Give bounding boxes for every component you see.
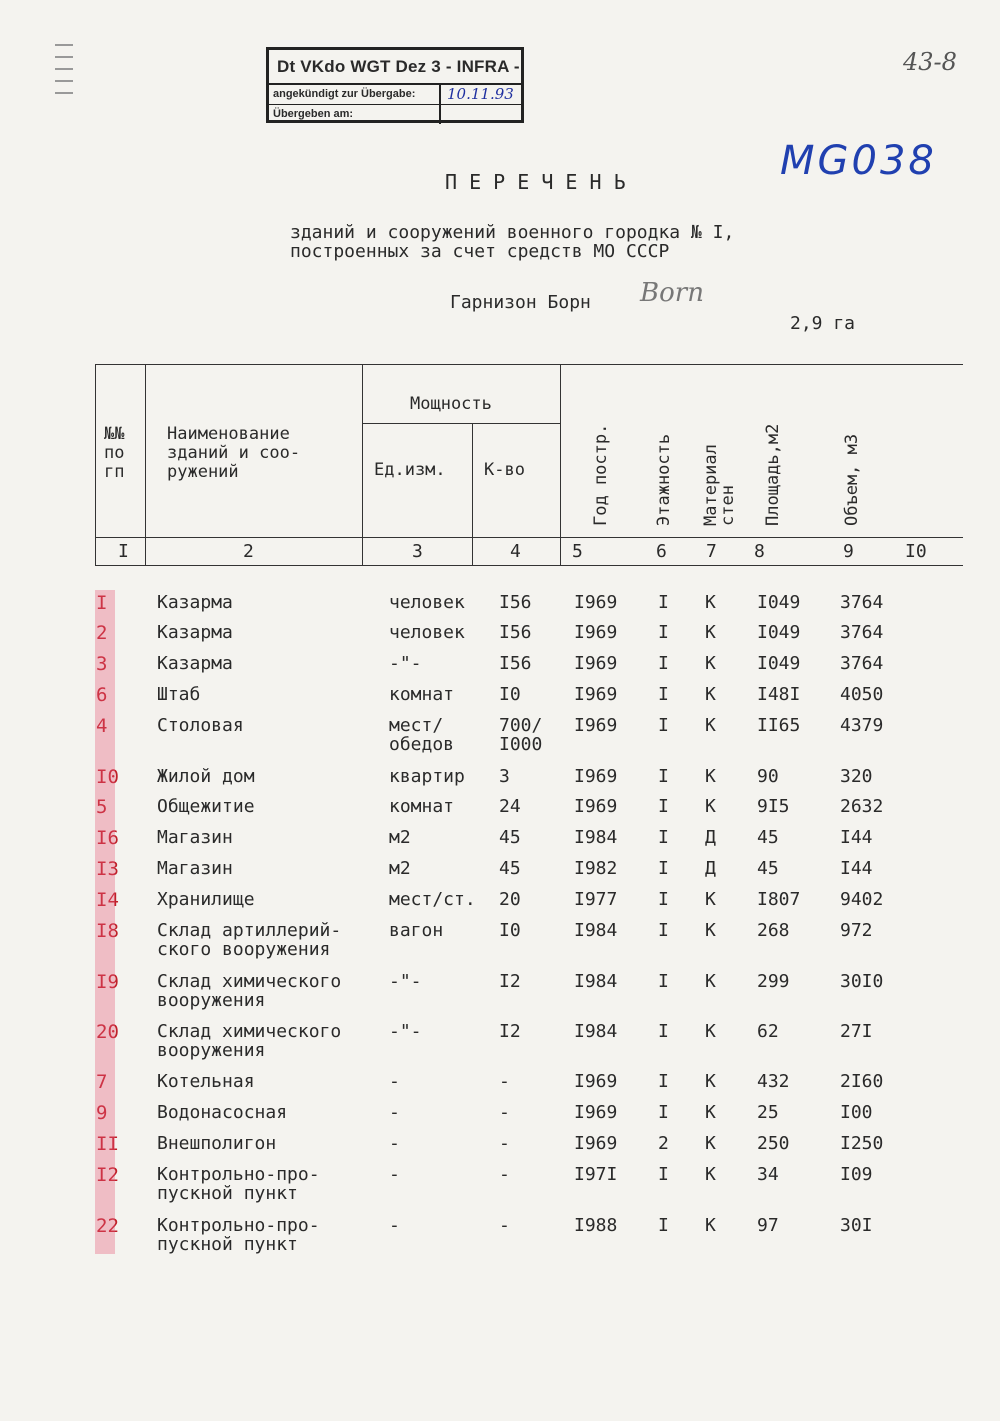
row-unit: комнат xyxy=(389,796,455,817)
header-area: Площадь,м2 xyxy=(763,423,783,526)
row-material: К xyxy=(705,796,716,817)
row-unit: мест/ xyxy=(389,715,444,736)
row-area: 250 xyxy=(757,1133,790,1154)
stamp-handed-value xyxy=(441,105,447,124)
capacity-divider xyxy=(362,423,560,424)
row-qty: 45 xyxy=(499,858,521,879)
row-number: 5 xyxy=(96,796,108,818)
row-year: I969 xyxy=(574,1102,618,1123)
row-qty: 45 xyxy=(499,827,521,848)
row-qty: I56 xyxy=(499,622,532,643)
row-number: 3 xyxy=(96,653,108,675)
row-year: I977 xyxy=(574,889,618,910)
col-line xyxy=(145,364,146,565)
header-qty: К-во xyxy=(484,460,525,480)
row-volume: 3764 xyxy=(840,622,884,643)
row-unit: человек xyxy=(389,592,465,613)
row-material: Д xyxy=(705,858,716,879)
column-number: 3 xyxy=(412,541,423,562)
row-floors: I xyxy=(658,715,669,736)
row-area: I049 xyxy=(757,622,801,643)
margin-marks xyxy=(55,34,73,94)
row-floors: I xyxy=(658,653,669,674)
row-qty: I56 xyxy=(499,653,532,674)
row-name: Склад артиллерий- xyxy=(157,920,342,941)
row-unit: -"- xyxy=(389,1021,422,1042)
header-unit: Ед.изм. xyxy=(374,460,446,480)
col-line xyxy=(560,364,561,565)
row-number: I xyxy=(96,592,108,614)
row-volume: 2632 xyxy=(840,796,884,817)
row-volume: I44 xyxy=(840,827,873,848)
header-capacity: Мощность xyxy=(410,394,492,414)
row-unit: вагон xyxy=(389,920,444,941)
row-year: I969 xyxy=(574,796,618,817)
row-material: К xyxy=(705,1071,716,1092)
table-top-line xyxy=(95,364,963,365)
column-number: 5 xyxy=(572,541,583,562)
row-name: Котельная xyxy=(157,1071,255,1092)
row-name: Столовая xyxy=(157,715,244,736)
row-number: I9 xyxy=(96,971,119,993)
document-code: MG038 xyxy=(780,138,937,184)
stamp-handed-row xyxy=(269,105,521,124)
row-name: Контрольно-про- xyxy=(157,1164,320,1185)
row-qty: - xyxy=(499,1102,510,1123)
row-unit: - xyxy=(389,1102,400,1123)
row-name: Склад химического xyxy=(157,1021,342,1042)
column-number: 6 xyxy=(656,541,667,562)
row-year: I984 xyxy=(574,1021,618,1042)
row-unit: - xyxy=(389,1071,400,1092)
row-area: II65 xyxy=(757,715,801,736)
row-floors: 2 xyxy=(658,1133,669,1154)
row-volume: 4050 xyxy=(840,684,884,705)
row-number: 6 xyxy=(96,684,108,706)
row-qty: I2 xyxy=(499,1021,521,1042)
row-material: К xyxy=(705,653,716,674)
row-area: I049 xyxy=(757,653,801,674)
row-floors: I xyxy=(658,1102,669,1123)
row-name: ского вооружения xyxy=(157,939,331,960)
row-year: I982 xyxy=(574,858,618,879)
subtitle-line-2: построенных за счет средств МО СССР xyxy=(290,241,670,262)
row-name: Склад химического xyxy=(157,971,342,992)
row-number: 4 xyxy=(96,715,108,737)
row-area: 432 xyxy=(757,1071,790,1092)
row-qty: - xyxy=(499,1071,510,1092)
row-unit: - xyxy=(389,1164,400,1185)
row-year: I984 xyxy=(574,971,618,992)
row-volume: 4379 xyxy=(840,715,884,736)
row-area: I807 xyxy=(757,889,801,910)
stamp-announced-row xyxy=(269,85,521,105)
row-qty: 3 xyxy=(499,766,510,787)
row-volume: 3764 xyxy=(840,653,884,674)
row-volume: I09 xyxy=(840,1164,873,1185)
col-line xyxy=(472,423,473,565)
colnum-bottom-line xyxy=(95,565,963,566)
column-number: I xyxy=(118,541,129,562)
row-volume: I44 xyxy=(840,858,873,879)
col-line xyxy=(95,364,96,565)
header-num: №№ по гп xyxy=(104,424,125,482)
column-number: 8 xyxy=(754,541,765,562)
row-volume: 30I0 xyxy=(840,971,884,992)
row-number: 2 xyxy=(96,622,108,644)
row-qty: I0 xyxy=(499,684,521,705)
row-unit: -"- xyxy=(389,971,422,992)
row-name: пускной пункт xyxy=(157,1234,298,1255)
row-volume: 3764 xyxy=(840,592,884,613)
row-number: 20 xyxy=(96,1021,119,1043)
row-unit: комнат xyxy=(389,684,455,705)
row-material: К xyxy=(705,1215,716,1236)
row-number: 7 xyxy=(96,1071,108,1093)
row-unit: - xyxy=(389,1215,400,1236)
row-name: Магазин xyxy=(157,858,233,879)
row-area: 62 xyxy=(757,1021,779,1042)
row-area: I48I xyxy=(757,684,801,705)
header-year: Год постр. xyxy=(591,423,611,526)
row-qty: - xyxy=(499,1215,510,1236)
row-area: 25 xyxy=(757,1102,779,1123)
column-number: 9 xyxy=(843,541,854,562)
row-floors: I xyxy=(658,920,669,941)
row-floors: I xyxy=(658,1164,669,1185)
row-volume: 972 xyxy=(840,920,873,941)
header-volume: Объем, м3 xyxy=(842,433,862,526)
row-material: К xyxy=(705,622,716,643)
row-year: I969 xyxy=(574,715,618,736)
row-area: I049 xyxy=(757,592,801,613)
handover-stamp xyxy=(266,47,524,123)
stamp-handed-label: Übergeben am: xyxy=(269,105,441,124)
subtitle-line-1: зданий и сооружений военного городка № I, xyxy=(290,222,735,243)
row-number: 22 xyxy=(96,1215,119,1237)
row-floors: I xyxy=(658,592,669,613)
row-material: К xyxy=(705,715,716,736)
row-year: I969 xyxy=(574,766,618,787)
highlighter-mark xyxy=(95,590,115,1254)
stamp-announced-label: angekündigt zur Übergabe: xyxy=(269,85,441,104)
row-name: Водонасосная xyxy=(157,1102,288,1123)
row-name: Контрольно-про- xyxy=(157,1215,320,1236)
row-name: Штаб xyxy=(157,684,201,705)
row-name: пускной пункт xyxy=(157,1183,298,1204)
column-number: I0 xyxy=(905,541,927,562)
row-area: 45 xyxy=(757,858,779,879)
header-name: Наименование зданий и соо- ружений xyxy=(167,424,301,482)
row-unit: м2 xyxy=(389,827,411,848)
stamp-announced-value: 10.11.93 xyxy=(447,85,514,103)
row-volume: 30I xyxy=(840,1215,873,1236)
row-year: I988 xyxy=(574,1215,618,1236)
row-area: 34 xyxy=(757,1164,779,1185)
col-line xyxy=(362,364,363,565)
row-material: К xyxy=(705,920,716,941)
row-number: I0 xyxy=(96,766,119,788)
row-year: I97I xyxy=(574,1164,618,1185)
row-number: I3 xyxy=(96,858,119,880)
row-qty: - xyxy=(499,1164,510,1185)
row-year: I969 xyxy=(574,1133,618,1154)
row-name: Казарма xyxy=(157,653,233,674)
row-floors: I xyxy=(658,971,669,992)
row-area: 97 xyxy=(757,1215,779,1236)
row-floors: I xyxy=(658,827,669,848)
row-floors: I xyxy=(658,1215,669,1236)
row-number: I8 xyxy=(96,920,119,942)
row-floors: I xyxy=(658,796,669,817)
row-year: I969 xyxy=(574,653,618,674)
row-name: Внешполигон xyxy=(157,1133,277,1154)
row-unit: мест/ст. xyxy=(389,889,476,910)
row-floors: I xyxy=(658,858,669,879)
row-area: 268 xyxy=(757,920,790,941)
column-number: 7 xyxy=(706,541,717,562)
row-material: К xyxy=(705,766,716,787)
page-number: 43-8 xyxy=(903,48,957,76)
garrison-handwritten: Born xyxy=(640,278,704,308)
column-number: 4 xyxy=(510,541,521,562)
row-floors: I xyxy=(658,1071,669,1092)
row-floors: I xyxy=(658,766,669,787)
row-floors: I xyxy=(658,684,669,705)
column-number: 2 xyxy=(243,541,254,562)
header-material: Материал стен xyxy=(701,444,738,526)
row-name: Казарма xyxy=(157,622,233,643)
row-qty: I2 xyxy=(499,971,521,992)
row-qty: 24 xyxy=(499,796,521,817)
row-volume: 2I60 xyxy=(840,1071,884,1092)
row-qty: I000 xyxy=(499,734,543,755)
row-unit: квартир xyxy=(389,766,465,787)
row-volume: I00 xyxy=(840,1102,873,1123)
stamp-office: Dt VKdo WGT Dez 3 - INFRA - xyxy=(269,50,521,85)
row-name: Хранилище xyxy=(157,889,255,910)
row-volume: 320 xyxy=(840,766,873,787)
row-volume: 27I xyxy=(840,1021,873,1042)
row-area: 90 xyxy=(757,766,779,787)
area-total: 2,9 га xyxy=(790,313,856,334)
row-name: Жилой дом xyxy=(157,766,255,787)
row-volume: I250 xyxy=(840,1133,884,1154)
row-name: Общежитие xyxy=(157,796,255,817)
row-name: Магазин xyxy=(157,827,233,848)
row-number: II xyxy=(96,1133,119,1155)
row-year: I969 xyxy=(574,592,618,613)
row-area: 9I5 xyxy=(757,796,790,817)
row-qty: I0 xyxy=(499,920,521,941)
row-material: Д xyxy=(705,827,716,848)
row-unit: человек xyxy=(389,622,465,643)
header-floors: Этажность xyxy=(654,433,674,526)
row-year: I984 xyxy=(574,827,618,848)
row-year: I969 xyxy=(574,622,618,643)
row-qty: 700/ xyxy=(499,715,543,736)
row-year: I969 xyxy=(574,684,618,705)
row-material: К xyxy=(705,684,716,705)
row-number: I6 xyxy=(96,827,119,849)
row-unit: -"- xyxy=(389,653,422,674)
row-floors: I xyxy=(658,889,669,910)
row-name: вооружения xyxy=(157,1040,266,1061)
row-material: К xyxy=(705,1021,716,1042)
row-material: К xyxy=(705,1133,716,1154)
row-year: I969 xyxy=(574,1071,618,1092)
row-name: вооружения xyxy=(157,990,266,1011)
garrison-label: Гарнизон Борн xyxy=(450,292,591,313)
row-area: 299 xyxy=(757,971,790,992)
row-name: Казарма xyxy=(157,592,233,613)
row-material: К xyxy=(705,592,716,613)
row-area: 45 xyxy=(757,827,779,848)
row-floors: I xyxy=(658,622,669,643)
row-number: I4 xyxy=(96,889,119,911)
row-qty: - xyxy=(499,1133,510,1154)
row-unit: - xyxy=(389,1133,400,1154)
row-material: К xyxy=(705,1102,716,1123)
row-number: I2 xyxy=(96,1164,119,1186)
row-qty: I56 xyxy=(499,592,532,613)
row-material: К xyxy=(705,971,716,992)
row-floors: I xyxy=(658,1021,669,1042)
header-bottom-line xyxy=(95,537,963,538)
row-unit: обедов xyxy=(389,734,455,755)
row-unit: м2 xyxy=(389,858,411,879)
row-year: I984 xyxy=(574,920,618,941)
document-title: П Е Р Е Ч Е Н Ь xyxy=(445,170,626,194)
row-number: 9 xyxy=(96,1102,108,1124)
row-volume: 9402 xyxy=(840,889,884,910)
row-qty: 20 xyxy=(499,889,521,910)
row-material: К xyxy=(705,889,716,910)
row-material: К xyxy=(705,1164,716,1185)
